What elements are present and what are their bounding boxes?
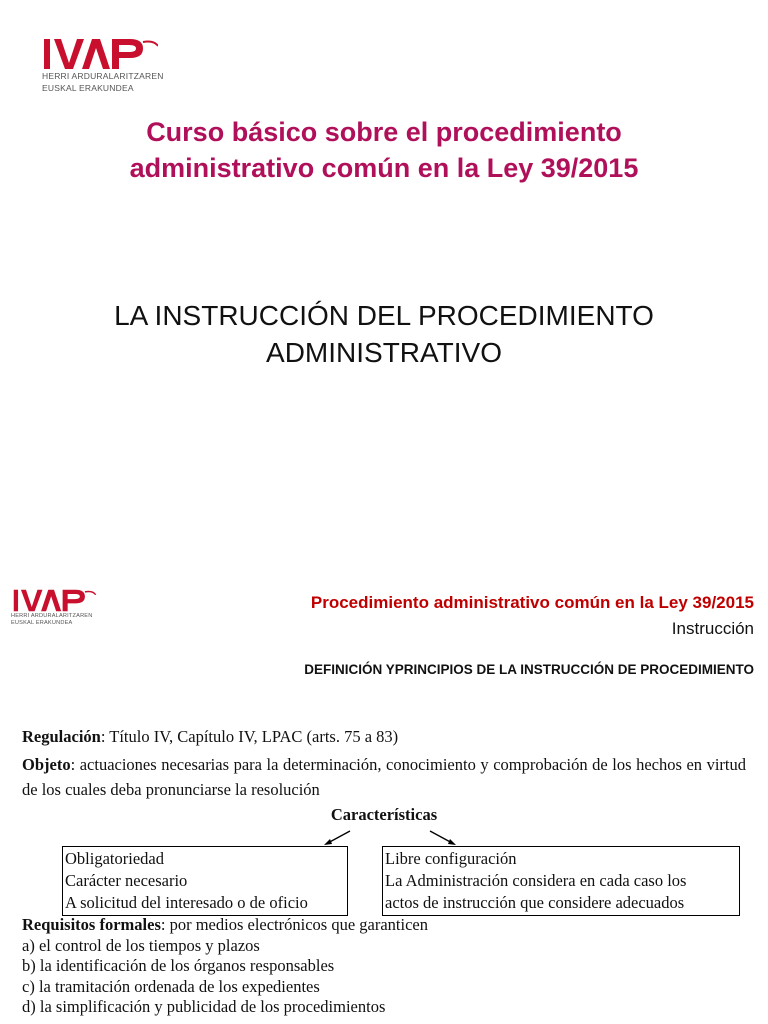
- caracteristicas-heading: Características: [330, 805, 438, 824]
- requisitos-text: : por medios electrónicos que garanticen: [160, 915, 428, 934]
- course-title-line-1: Curso básico sobre el procedimiento: [146, 117, 622, 147]
- left-box-line: Carácter necesario: [65, 871, 188, 890]
- ivap-logo-small: [11, 589, 97, 627]
- main-title-line-1: LA INSTRUCCIÓN DEL PROCEDIMIENTO: [114, 300, 654, 331]
- ivap-logo-mark-small: [11, 589, 97, 612]
- caracteristicas-box-right: [382, 846, 740, 916]
- arrow-left-icon: [322, 829, 352, 847]
- main-title: [0, 297, 768, 371]
- logo-small-subtitle-2: EUSKAL ERAKUNDEA: [11, 620, 73, 627]
- objeto-text: : actuaciones necesarias para la determinación, conocimiento y comprobación de los hechos en virtud de los cuales deba pronunciarse la resolución: [22, 755, 746, 799]
- requisitos-intro: [22, 915, 428, 936]
- left-box-line: A solicitud del interesado o de oficio: [65, 893, 308, 912]
- regulacion-paragraph: [22, 727, 398, 747]
- requisitos-item: d) la simplificación y publicidad de los procedimientos: [22, 997, 386, 1016]
- requisitos-item: c) la tramitación ordenada de los expedientes: [22, 976, 320, 996]
- requisitos-item: a) el control de los tiempos y plazos: [22, 935, 260, 955]
- course-title: [0, 114, 768, 186]
- requisitos-label: Requisitos formales: [22, 915, 161, 934]
- regulacion-label: Regulación: [22, 727, 101, 746]
- requisitos-section: [22, 915, 428, 1018]
- slide-header-title: Procedimiento administrativo común en la Ley 39/2015: [310, 593, 754, 612]
- objeto-label: Objeto: [22, 755, 71, 774]
- regulacion-text: : Título IV, Capítulo IV, LPAC (arts. 75 a 83): [100, 727, 399, 746]
- ivap-logo-mark: [42, 38, 158, 70]
- logo-subtitle-2: EUSKAL ERAKUNDEA: [42, 82, 134, 93]
- objeto-paragraph: [22, 752, 746, 802]
- logo-small-subtitle-1: HERRI ARDURALARITZAREN: [11, 613, 93, 619]
- main-title-line-2: ADMINISTRATIVO: [266, 337, 502, 368]
- caracteristicas-box-left: [62, 846, 348, 916]
- slide-header-subtitle: Instrucción: [671, 619, 754, 638]
- right-box-line: actos de instrucción que considere adecuados: [385, 893, 685, 912]
- ivap-logo: [42, 38, 164, 94]
- requisitos-item: b) la identificación de los órganos responsables: [22, 956, 335, 975]
- right-box-line: Libre configuración: [385, 849, 517, 868]
- section-heading: DEFINICIÓN YPRINCIPIOS DE LA INSTRUCCIÓN DE PROCEDIMIENTO: [304, 662, 754, 677]
- course-title-line-2: administrativo común en la Ley 39/2015: [129, 153, 639, 183]
- arrow-right-icon: [428, 829, 458, 847]
- left-box-line: Obligatoriedad: [65, 849, 164, 868]
- right-box-line: La Administración considera en cada caso los: [385, 871, 687, 890]
- logo-subtitle-1: HERRI ARDURALARITZAREN: [42, 71, 164, 81]
